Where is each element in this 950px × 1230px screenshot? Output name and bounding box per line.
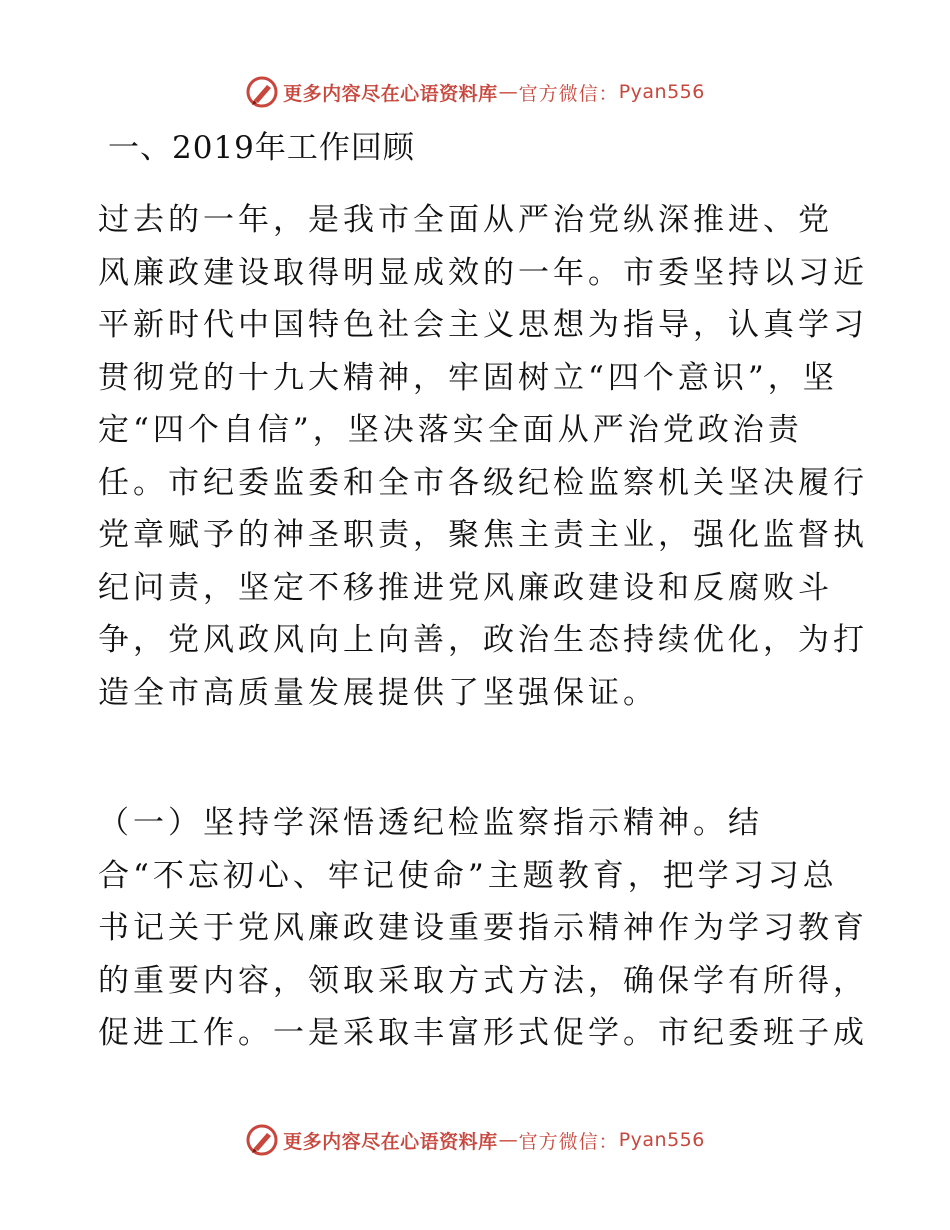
- text-line: 党章赋予的神圣职责，聚焦主责主业，强化监督执: [98, 517, 868, 553]
- watermark-wechat-id: Pyan556: [618, 81, 705, 103]
- watermark-main-text: 更多内容尽在心语资料库: [283, 82, 498, 105]
- text-line: 风廉政建设取得明显成效的一年。市委坚持以习近: [98, 254, 868, 291]
- paragraph-review: [98, 194, 868, 719]
- paragraph-study: [98, 797, 868, 1060]
- watermark-banner-top: [0, 72, 950, 112]
- watermark-dash: —: [498, 1129, 518, 1151]
- text-line: 平新时代中国特色社会主义思想为指导，认真学习: [98, 307, 868, 343]
- text-line: 合“不忘初心、牢记使命”主题教育，把学习习总: [98, 857, 838, 894]
- pen-logo-icon: [245, 75, 279, 109]
- section-title: 一、2019年工作回顾: [108, 130, 415, 166]
- text-line: 造全市高质量发展提供了坚强保证。: [98, 674, 658, 711]
- text-line: 过去的一年，是我市全面从严治党纵深推进、党: [98, 202, 833, 238]
- text-line: 促进工作。一是采取丰富形式促学。市纪委班子成: [98, 1015, 868, 1051]
- watermark-main-text: 更多内容尽在心语资料库: [283, 1130, 498, 1153]
- watermark-wechat-label: 官方微信：: [518, 82, 619, 105]
- text-line: 的重要内容，领取采取方式方法，确保学有所得，: [98, 962, 868, 999]
- watermark-dash: —: [498, 81, 518, 103]
- text-line: （一）坚持学深悟透纪检监察指示精神。结: [98, 805, 763, 841]
- text-line: 纪问责，坚定不移推进党风廉政建设和反腐败斗: [98, 569, 833, 606]
- watermark-wechat-id: Pyan556: [618, 1129, 705, 1151]
- text-line: 争，党风政风向上向善，政治生态持续优化，为打: [98, 622, 868, 658]
- text-line: 贯彻党的十九大精神，牢固树立“四个意识”，坚: [98, 359, 838, 396]
- text-line: 定“四个自信”，坚决落实全面从严治党政治责: [98, 412, 803, 448]
- watermark-wechat-label: 官方微信：: [518, 1130, 619, 1153]
- text-line: 任。市纪委监委和全市各级纪检监察机关坚决履行: [98, 464, 868, 501]
- text-line: 书记关于党风廉政建设重要指示精神作为学习教育: [98, 910, 868, 946]
- watermark-banner-bottom: [0, 1120, 950, 1160]
- pen-logo-icon: [245, 1123, 279, 1157]
